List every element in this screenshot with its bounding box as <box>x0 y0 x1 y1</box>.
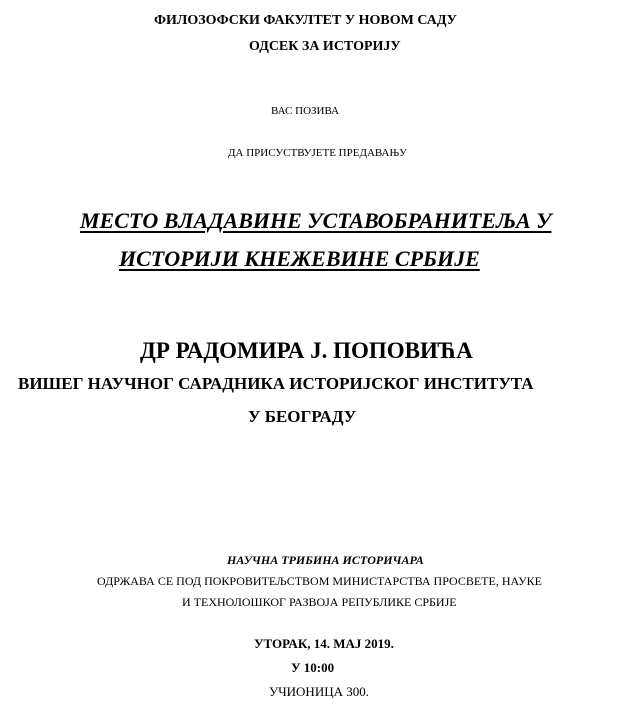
lecture-title-line-2: ИСТОРИЈИ КНЕЖЕВИНЕ СРБИЈЕ <box>119 246 480 271</box>
department-name: ОДСЕК ЗА ИСТОРИЈУ <box>249 39 401 54</box>
attend-text: ДА ПРИСУСТВУЈЕТЕ ПРЕДАВАЊУ <box>228 147 407 159</box>
patronage-line-2: И ТЕХНОЛОШКОГ РАЗВОЈА РЕПУБЛИКЕ СРБИЈЕ <box>182 595 457 609</box>
speaker-role: ВИШЕГ НАУЧНОГ САРАДНИКА ИСТОРИЈСКОГ ИНСТИТУТА <box>18 374 534 393</box>
event-room: УЧИОНИЦА 300. <box>269 684 369 699</box>
invitation-text: ВАС ПОЗИВА <box>271 105 340 117</box>
event-date: УТОРАК, 14. МАЈ 2019. <box>254 636 394 651</box>
speaker-name: ДР РАДОМИРА Ј. ПОПОВИЋА <box>140 338 473 363</box>
lecture-title-line-1: МЕСТО ВЛАДАВИНЕ УСТАВОБРАНИТЕЉА У <box>80 208 552 233</box>
event-time: У 10:00 <box>291 660 335 675</box>
speaker-city: У БЕОГРАДУ <box>248 407 357 426</box>
faculty-name: ФИЛОЗОФСКИ ФАКУЛТЕТ У НОВОМ САДУ <box>154 13 457 28</box>
forum-name: НАУЧНА ТРИБИНА ИСТОРИЧАРА <box>227 553 424 567</box>
patronage-line-1: ОДРЖАВА СЕ ПОД ПОКРОВИТЕЉСТВОМ МИНИСТАРСТВА ПРОСВЕТЕ, НАУКЕ <box>97 574 542 588</box>
